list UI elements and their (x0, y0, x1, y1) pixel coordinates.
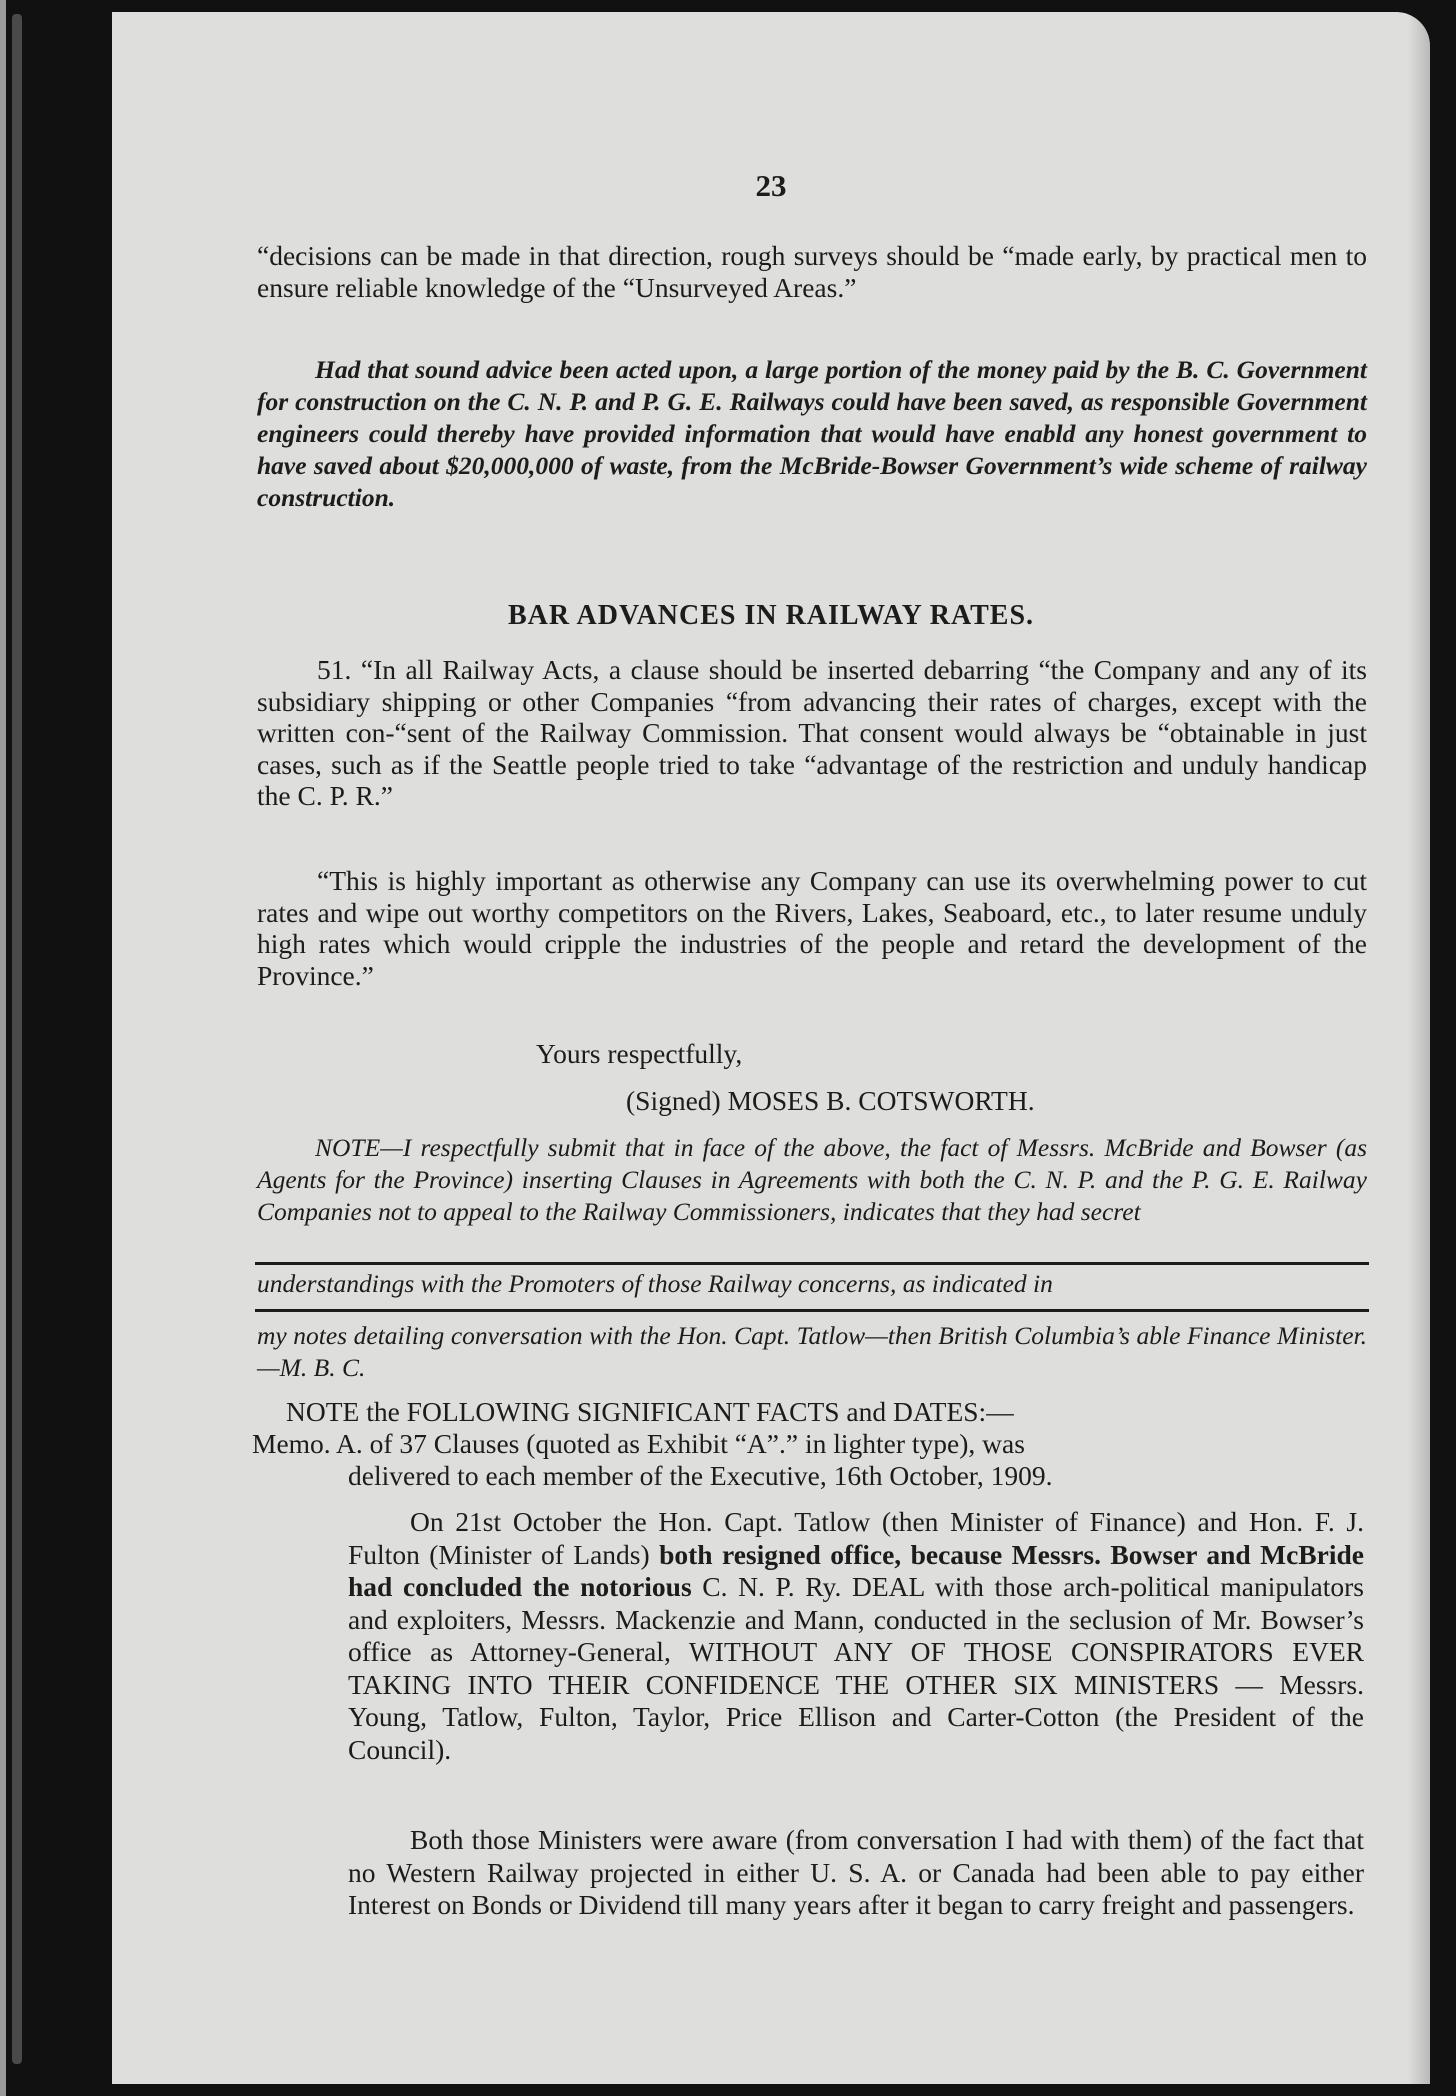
resignation-text-a: On 21st October the Hon. Capt. Tatlow (then Minister of Finance) and Hon. F. J. Fulton (Minister of Lands) (348, 1506, 1364, 1570)
ministers-aware-paragraph: Both those Ministers were aware (from conversation I had with them) of the fact that no Western Railway projected in either U. S. A. or Canada had been able to pay either Interest on Bonds or Dividend till many years after it began to carry freight and passengers. (348, 1824, 1364, 1920)
document-page (112, 12, 1430, 2084)
italic-commentary-paragraph: Had that sound advice been acted upon, a large portion of the money paid by the B. C. Government for construction on the C. N. P. and P. G. E. Railways could have been saved, as responsible Government engineers could thereby have provided information that would have enabld any honest government to have saved about $20,000,000 of waste, from the McBride-Bowser Government’s wide scheme of railway construction. (257, 355, 1367, 512)
note-paragraph-part2: understandings with the Promoters of those Railway concerns, as indicated in (257, 1269, 1053, 1298)
note-paragraph-part3: my notes detailing conversation with the Hon. Capt. Tatlow—then British Columbia’s able Finance Minister.—M. B. C. (257, 1321, 1367, 1382)
memo-line-1: Memo. A. of 37 Clauses (quoted as Exhibit “A”.” in lighter type), was (252, 1428, 1025, 1459)
signature: (Signed) MOSES B. COTSWORTH. (626, 1085, 1035, 1116)
importance-paragraph: “This is highly important as otherwise any Company can use its overwhelming power to cut rates and wipe out worthy competitors on the Rivers, Lakes, Seaboard, etc., to later resume unduly high rates which would cripple the industries of the people and retard the development of the Province.” (257, 865, 1367, 991)
clause-51-paragraph: 51. “In all Railway Acts, a clause should be inserted debarring “the Company and any of its subsidiary shipping or other Companies “from advancing their rates of charges, except with the written con-“sent of the Railway Commission. That consent would always be “obtainable in just cases, such as if the Seattle people tried to take “advantage of the restriction and unduly handicap the C. P. R.” (257, 654, 1367, 811)
quote-tail-paragraph: “decisions can be made in that direction, rough surveys should be “made early, by practical men to ensure reliable knowledge of the “Unsurveyed Areas.” (257, 240, 1367, 303)
note-rule-top (255, 1262, 1369, 1265)
memo-line-2: delivered to each member of the Executive, 16th October, 1909. (348, 1460, 1053, 1491)
resignation-text-c: C. N. P. Ry. DEAL with those arch-political manipulators and exploiters, Messrs. Mackenzie and Mann, conducted in the seclusion of Mr. Bowser’s office as Attorney-General, WITHOUT ANY OF THOSE CONSPIRATORS EVER TAKING INTO THEIR CONFIDENCE THE OTHER SIX MINISTERS — Messrs. Young, Tatlow, Fulton, Taylor, Price Ellison and Carter-Cotton (the President of the Council). (348, 1571, 1364, 1765)
book-binding (0, 0, 6, 2096)
salutation: Yours respectfully, (536, 1038, 743, 1069)
book-spine (12, 14, 22, 2064)
note-rule-bottom (255, 1309, 1369, 1312)
facts-heading: NOTE the FOLLOWING SIGNIFICANT FACTS and DATES:— (286, 1396, 1014, 1427)
section-heading: BAR ADVANCES IN RAILWAY RATES. (507, 600, 1035, 631)
resignation-text-bold: both resigned office, because Messrs. Bowser and McBride had concluded the notorious (348, 1538, 1364, 1602)
note-paragraph-part1: NOTE—I respectfully submit that in face of the above, the fact of Messrs. McBride and Bowser (as Agents for the Province) inserting Clauses in Agreements with both the C. N. P. and the P. G. E. Railway Companies not to appeal to the Railway Commissioners, indicates that they had secret (257, 1133, 1367, 1226)
page-number: 23 (755, 168, 787, 203)
resignation-paragraph (348, 1506, 1364, 1766)
